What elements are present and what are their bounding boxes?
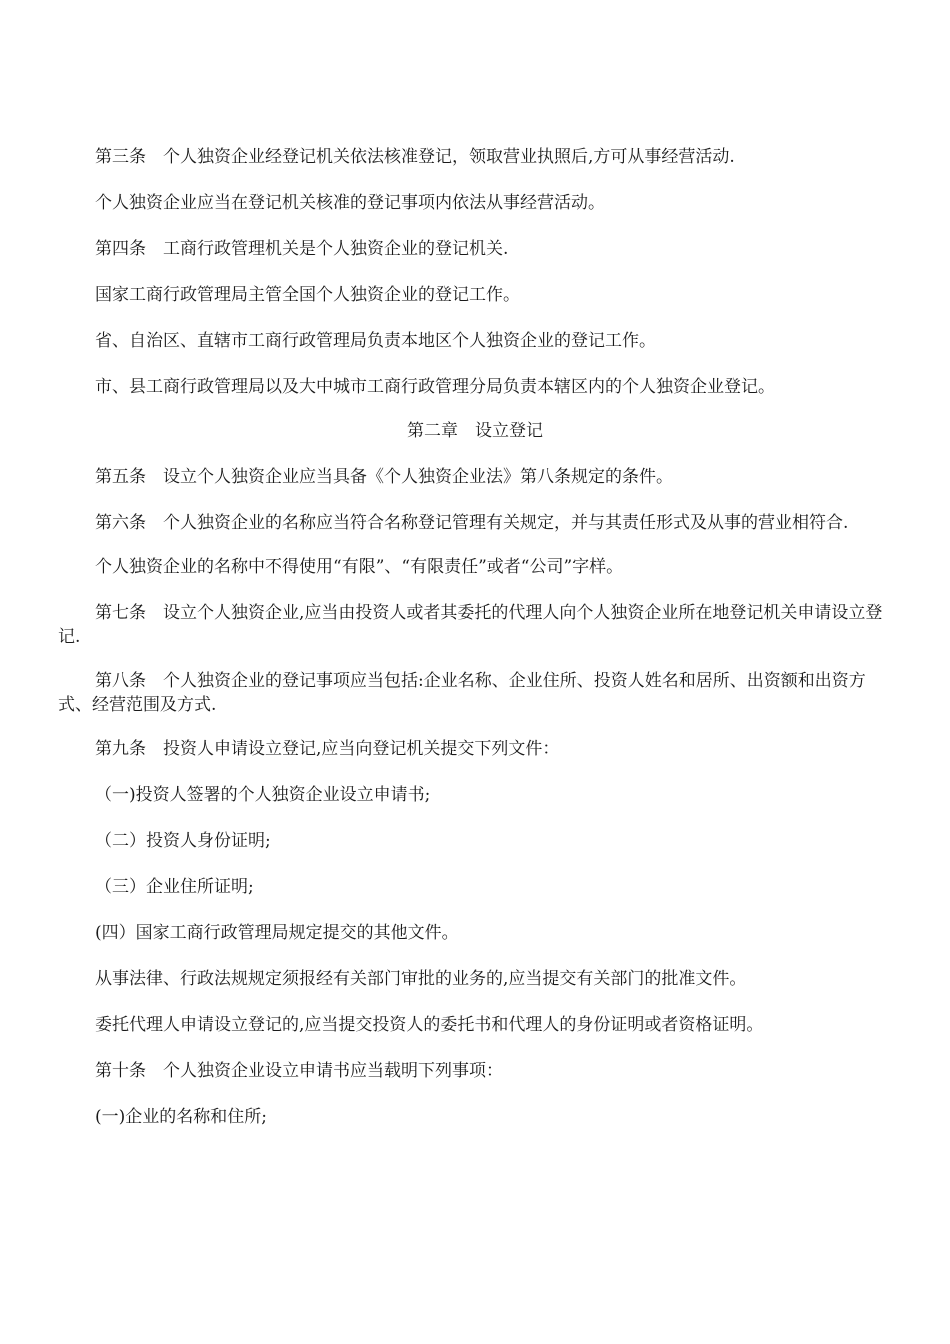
paragraph-article-9: 第九条 投资人申请设立登记,应当向登记机关提交下列文件：: [95, 739, 560, 759]
paragraph-article-9-clause-2: 委托代理人申请设立登记的,应当提交投资人的委托书和代理人的身份证明或者资格证明。: [95, 1015, 764, 1035]
paragraph-article-6: 第六条 个人独资企业的名称应当符合名称登记管理有关规定，并与其责任形式及从事的营业相符合.: [95, 513, 849, 533]
paragraph-article-4-clause-2: 省、自治区、直辖市工商行政管理局负责本地区个人独资企业的登记工作。: [95, 331, 656, 351]
paragraph-article-4: 第四条 工商行政管理机关是个人独资企业的登记机关.: [95, 239, 509, 259]
paragraph-article-5: 第五条 设立个人独资企业应当具备《个人独资企业法》第八条规定的条件。: [95, 467, 673, 487]
document-body: [58, 145, 892, 1151]
paragraph-article-4-clause-3: 市、县工商行政管理局以及大中城市工商行政管理分局负责本辖区内的个人独资企业登记。: [95, 377, 775, 397]
list-item-1: （一)投资人签署的个人独资企业设立申请书;: [95, 785, 431, 805]
list-item-3: （三）企业住所证明;: [95, 877, 254, 897]
paragraph-article-3-clause: 个人独资企业应当在登记机关核准的登记事项内依法从事经营活动。: [95, 193, 605, 213]
list-item-4: (四）国家工商行政管理局规定提交的其他文件。: [95, 923, 459, 943]
list-item-article-10-1: (一)企业的名称和住所;: [95, 1107, 267, 1127]
paragraph-article-10: 第十条 个人独资企业设立申请书应当载明下列事项：: [95, 1061, 503, 1081]
paragraph-article-9-clause-1: 从事法律、行政法规规定须报经有关部门审批的业务的,应当提交有关部门的批准文件。: [95, 969, 747, 989]
list-item-2: （二）投资人身份证明;: [95, 831, 271, 851]
paragraph-article-7: 第七条 设立个人独资企业,应当由投资人或者其委托的代理人向个人独资企业所在地登记机关申请设立登记.: [58, 603, 883, 647]
chapter-heading: 第二章 设立登记: [407, 421, 543, 441]
paragraph-article-8: 第八条 个人独资企业的登记事项应当包括:企业名称、企业住所、投资人姓名和居所、出资额和出资方式、经营范围及方式.: [58, 671, 866, 715]
paragraph-article-3: 第三条 个人独资企业经登记机关依法核准登记，领取营业执照后,方可从事经营活动.: [95, 147, 735, 167]
paragraph-article-4-clause-1: 国家工商行政管理局主管全国个人独资企业的登记工作。: [95, 285, 520, 305]
paragraph-article-6-clause: 个人独资企业的名称中不得使用“有限”、“有限责任”或者“公司”字样。: [95, 557, 624, 577]
